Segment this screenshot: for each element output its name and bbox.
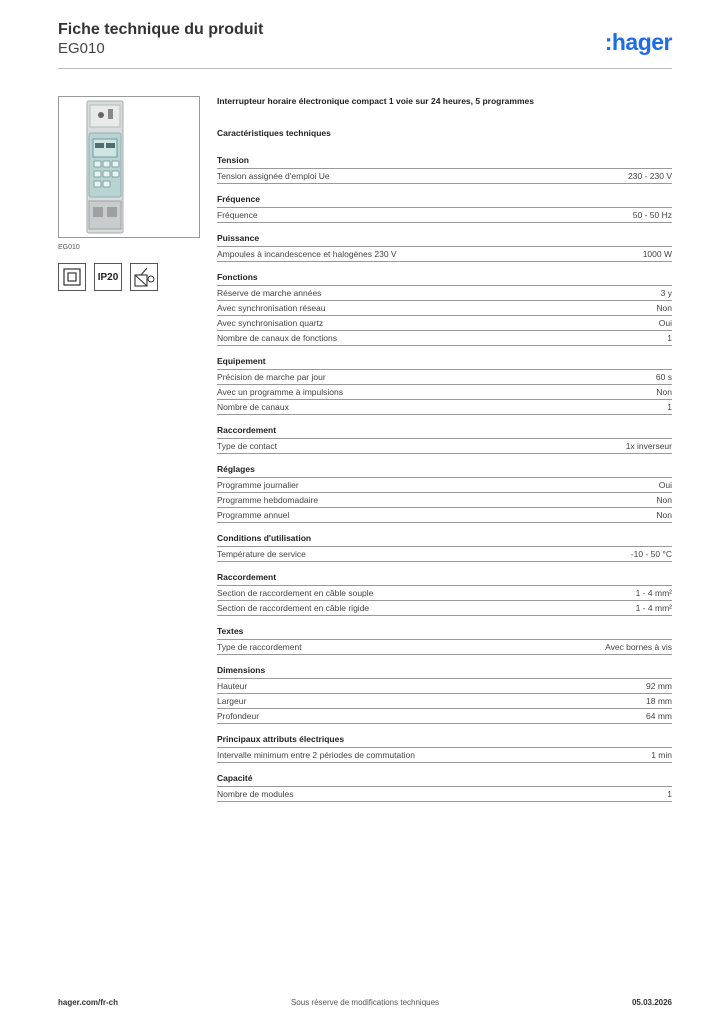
spec-label: Nombre de canaux [217, 402, 289, 412]
spec-value: 1 - 4 mm² [635, 603, 672, 613]
ip20-badge [94, 263, 122, 291]
footer-date: 05.03.2026 [631, 998, 672, 1007]
spec-group-equipement [217, 354, 672, 415]
spec-label: Avec synchronisation réseau [217, 303, 326, 313]
spec-row [217, 679, 672, 694]
spec-group-raccordement [217, 423, 672, 454]
spec-label: Programme journalier [217, 480, 299, 490]
spec-group-title: Puissance [217, 231, 672, 247]
spec-group-title: Dimensions [217, 663, 672, 679]
spec-label: Ampoules à incandescence et halogènes 230 V [217, 249, 397, 259]
spec-group-title: Fréquence [217, 192, 672, 208]
footer-disclaimer: Sous réserve de modifications techniques [290, 998, 440, 1007]
spec-label: Programme hebdomadaire [217, 495, 319, 505]
spec-group-title: Equipement [217, 354, 672, 370]
spec-value: 64 mm [646, 711, 672, 721]
spec-value: 1 [667, 333, 672, 343]
spec-row [217, 400, 672, 415]
spec-value: Oui [658, 318, 672, 328]
spec-label: Section de raccordement en câble rigide [217, 603, 370, 613]
spec-group-capacite [217, 771, 672, 802]
spec-row [217, 601, 672, 616]
spec-value: 1000 W [642, 249, 672, 259]
spec-group-title: Textes [217, 624, 672, 640]
spec-group-puissance [217, 231, 672, 262]
page-header [58, 20, 674, 70]
spec-label: Tension assignée d'emploi Ue [217, 171, 330, 181]
spec-value: 1 - 4 mm² [635, 588, 672, 598]
section-heading: Caractéristiques techniques [217, 128, 331, 138]
spec-group-reglages [217, 462, 672, 523]
spec-label: Avec synchronisation quartz [217, 318, 324, 328]
spec-label: Hauteur [217, 681, 248, 691]
spec-label: Section de raccordement en câble souple [217, 588, 374, 598]
spec-label: Type de contact [217, 441, 278, 451]
spec-group-title: Principaux attributs électriques [217, 732, 672, 748]
spec-value: Non [656, 387, 672, 397]
spec-value: 18 mm [646, 696, 672, 706]
spec-row [217, 301, 672, 316]
product-image-caption: EG010 [58, 244, 80, 251]
spec-group-dimensions [217, 663, 672, 724]
spec-value: 1 [667, 789, 672, 799]
spec-row [217, 247, 672, 262]
spec-group-attributs-electriques [217, 732, 672, 763]
spec-value: 60 s [655, 372, 672, 382]
spec-value: Non [656, 303, 672, 313]
spec-label: Programme annuel [217, 510, 290, 520]
certification-icons [58, 263, 158, 291]
page-title: Fiche technique du produit [58, 21, 264, 38]
spec-value: Non [656, 510, 672, 520]
spec-row [217, 286, 672, 301]
spec-row [217, 547, 672, 562]
spec-group-title: Fonctions [217, 270, 672, 286]
hager-logo: :hager [604, 29, 672, 55]
spec-row [217, 478, 672, 493]
spec-label: Fréquence [217, 210, 258, 220]
spec-value: 1 [667, 402, 672, 412]
product-reference: EG010 [58, 40, 105, 57]
spec-row [217, 331, 672, 346]
spec-row [217, 169, 672, 184]
spec-group-title: Réglages [217, 462, 672, 478]
product-description: Interrupteur horaire électronique compact 1 voie sur 24 heures, 5 programmes [217, 96, 534, 106]
spec-row [217, 370, 672, 385]
spec-row [217, 709, 672, 724]
footer-website-link[interactable]: hager.com/fr-ch [58, 998, 119, 1007]
spec-row [217, 694, 672, 709]
spec-row [217, 508, 672, 523]
spec-row [217, 493, 672, 508]
spec-label: Type de raccordement [217, 642, 302, 652]
spec-label: Précision de marche par jour [217, 372, 326, 382]
spec-row [217, 586, 672, 601]
spec-group-conditions [217, 531, 672, 562]
spec-row [217, 316, 672, 331]
spec-value: 3 y [660, 288, 672, 298]
double-insulation-icon [58, 263, 86, 291]
spec-group-title: Tension [217, 153, 672, 169]
spec-row [217, 748, 672, 763]
spec-value: 92 mm [646, 681, 672, 691]
spec-row [217, 640, 672, 655]
spec-group-tension [217, 153, 672, 184]
ip20-label: IP20 [97, 271, 119, 283]
spec-group-fonctions [217, 270, 672, 346]
spec-row [217, 439, 672, 454]
spec-label: Profondeur [217, 711, 260, 721]
product-image [59, 97, 199, 237]
spec-row [217, 385, 672, 400]
spec-value: Non [656, 495, 672, 505]
spec-label: Largeur [217, 696, 247, 706]
spec-value: 50 - 50 Hz [632, 210, 672, 220]
spec-value: 1 min [651, 750, 672, 760]
spec-row [217, 208, 672, 223]
product-image-frame [58, 96, 200, 238]
spec-group-raccordement-cables [217, 570, 672, 616]
spec-value: Oui [658, 480, 672, 490]
spec-group-textes [217, 624, 672, 655]
spec-label: Intervalle minimum entre 2 périodes de commutation [217, 750, 415, 760]
spec-value: -10 - 50 °C [630, 549, 672, 559]
spec-label: Avec un programme à impulsions [217, 387, 343, 397]
header-divider [58, 68, 672, 69]
spec-value: 1x inverseur [625, 441, 672, 451]
spec-label: Réserve de marche années [217, 288, 322, 298]
spec-value: Avec bornes à vis [605, 642, 672, 652]
technical-specifications [217, 96, 672, 810]
spec-group-frequence [217, 192, 672, 223]
spec-label: Température de service [217, 549, 306, 559]
spec-group-title: Raccordement [217, 423, 672, 439]
spec-value: 230 - 230 V [628, 171, 672, 181]
spec-label: Nombre de modules [217, 789, 294, 799]
spec-group-title: Raccordement [217, 570, 672, 586]
spec-group-title: Capacité [217, 771, 672, 787]
spec-group-title: Conditions d'utilisation [217, 531, 672, 547]
spec-label: Nombre de canaux de fonctions [217, 333, 338, 343]
spec-row [217, 787, 672, 802]
timer-symbol-icon [130, 263, 158, 291]
